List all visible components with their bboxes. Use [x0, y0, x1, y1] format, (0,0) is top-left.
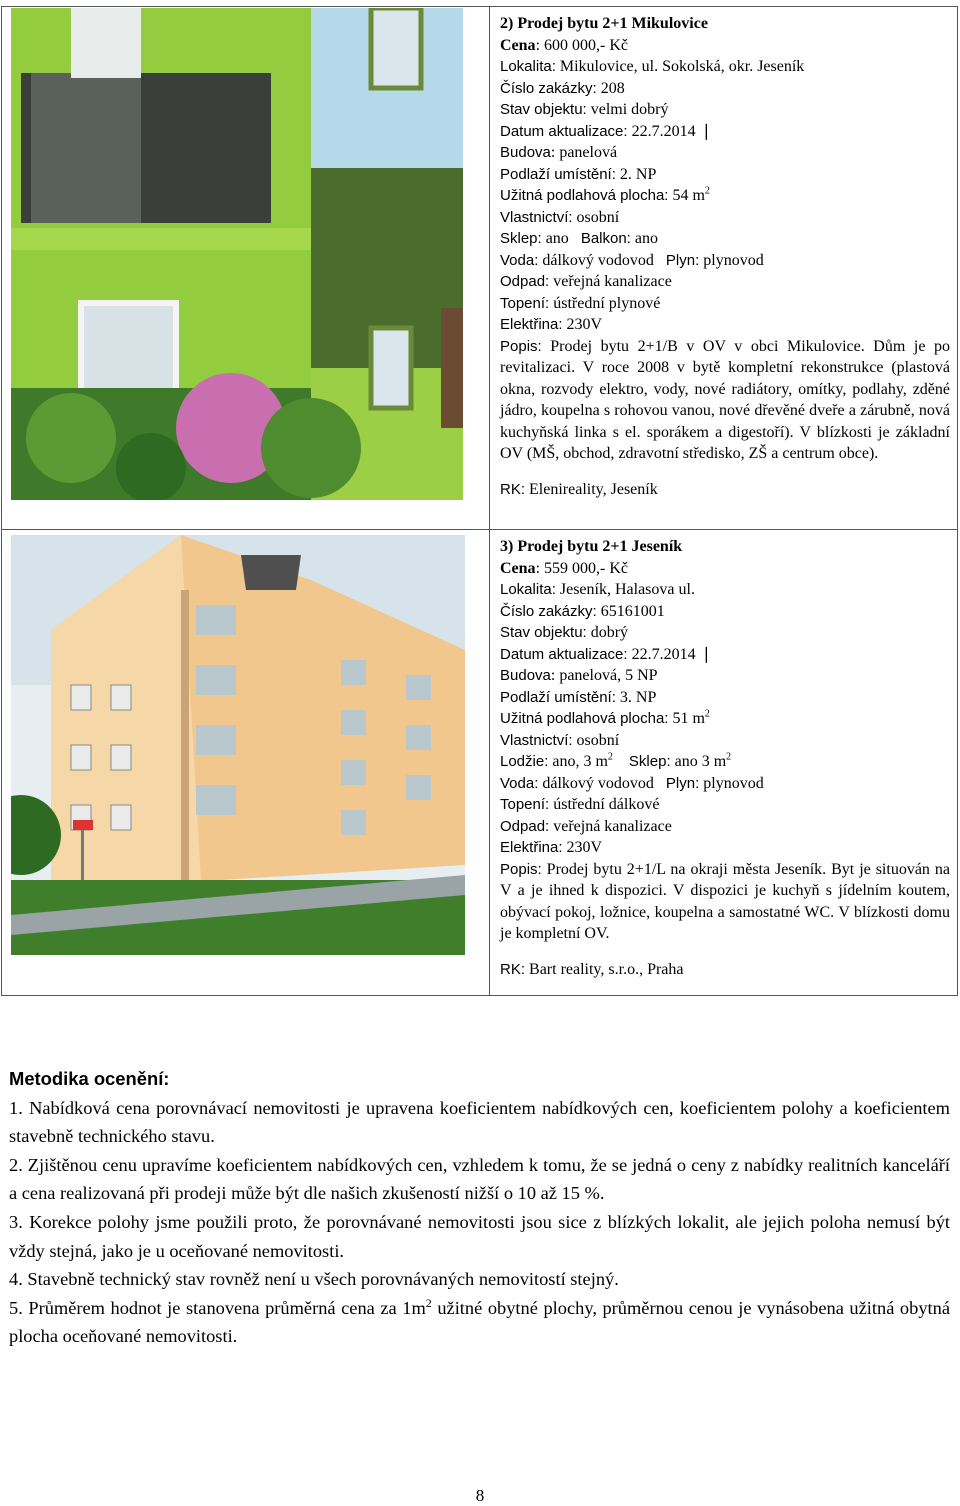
value: ano 3 m: [670, 753, 727, 770]
label: Užitná podlahová plocha:: [500, 710, 669, 727]
label: Cena: [500, 36, 536, 54]
value: 54 m: [668, 187, 705, 204]
item-number: 1.: [9, 1097, 23, 1118]
superscript: 2: [425, 1295, 432, 1310]
description: Prodej bytu 2+1/L na okraji města Jeseník. Byt je situován na V a je ihned k dispozici. V dispozici je kuchyň s jídelním koutem, obývací pokoj, ložnice, koupelna a samostatné WC. V blízkosti domu je kompletní OV.: [500, 860, 950, 942]
listing-row-2: [2, 7, 958, 530]
listing-text-2: 2) Prodej bytu 2+1 Mikulovice Cena: 600 000,- Kč Lokalita: Mikulovice, ul. Sokolská, okr. Jeseník Číslo zakázky: 208 Stav objektu: velmi dobrý Datum aktualizace: 22.7.2014 ❘ Budova: panelová Podlaží umístění: 2. NP Užitná podlahová plocha: 54 $m^2$ Vlastnictví: osobní Sklep: ano Balkon: ano Voda: dálkový vodovod Plyn: plynovod Odpad: veřejná kanalizace Topení: ústřední plynové Elektřina: 230V Popis: Prodej bytu 2+1/B v OV v obci Mikulovice. Dům je po revitalizaci. V roce 2008 v bytě kompletní rekonstrukce (plastová okna, rozvody elektro, vody, nové radiátory, omítky, podlahy, zděné jádro, koupelna s rohovou vanou, nové dřevěné dveře a zárubně, nová kuchyňská linka s el. sporákem a digestoří). V blízkosti je základní OV (MŠ, obchod, zdravotní středisko, ZŠ a centrum obce). RK: Elenireality, Jeseník: [490, 7, 958, 530]
label: Podlaží umístění:: [500, 688, 616, 706]
label: Elektřina:: [500, 316, 563, 333]
value: 22.7.2014: [627, 645, 696, 663]
label: Plyn:: [665, 774, 700, 792]
label: Lokalita:: [500, 581, 556, 598]
label: Elektřina:: [500, 839, 563, 856]
label: Popis:: [500, 860, 542, 878]
value: dálkový vodovod: [538, 774, 654, 792]
value: veřejná kanalizace: [549, 817, 672, 835]
value: ano, 3 m: [548, 753, 608, 770]
label: Voda:: [500, 251, 539, 269]
item-text: Stavebně technický stav rovněž není u všech porovnávaných nemovitostí stejný.: [22, 1269, 619, 1290]
page-number: 8: [475, 1486, 485, 1505]
agency: Bart reality, s.r.o., Praha: [525, 960, 684, 978]
listings-table: [1, 6, 958, 996]
label: Plyn:: [665, 251, 700, 269]
label: Odpad:: [500, 273, 550, 290]
value: velmi dobrý: [586, 101, 669, 118]
label: Balkon:: [580, 230, 631, 247]
value: Mikulovice, ul. Sokolská, okr. Jeseník: [555, 58, 805, 75]
label: Vlastnictví:: [500, 731, 573, 749]
listing-title: 2) Prodej bytu 2+1 Mikulovice: [500, 15, 708, 32]
label: Číslo zakázky:: [500, 79, 597, 97]
methodology-item: [9, 1151, 950, 1208]
item-text: Korekce polohy jsme použili proto, že porovnávané nemovitosti jsou sice z blízkých lokalit, ale jejich poloha nemusí být vždy stejná, jako je u oceňované nemovitosti.: [9, 1211, 950, 1261]
methodology-item: [9, 1094, 950, 1151]
photo-cell: [2, 530, 490, 996]
label: Stav objektu:: [500, 624, 587, 641]
item-text: užitné obytné plochy, průměrnou cenou je vynásobena užitná obytná plocha oceňované nemovitosti.: [9, 1297, 950, 1347]
item-text: Průměrem hodnot je stanovena průměrná cena za 1m: [22, 1297, 426, 1318]
value: osobní: [572, 208, 620, 226]
value: 2. NP: [615, 165, 657, 183]
value: plynovod: [699, 774, 764, 792]
label: Voda:: [500, 774, 539, 792]
label: Topení:: [500, 796, 550, 813]
label: Podlaží umístění:: [500, 165, 616, 183]
methodology-item: [9, 1294, 950, 1351]
listing-row-3: [2, 530, 958, 996]
apartment-photo-green-building: [11, 8, 463, 500]
value: ústřední dálkové: [549, 796, 660, 813]
value: : 559 000,- Kč: [535, 559, 628, 577]
methodology-section: [9, 1065, 950, 1351]
value: 3. NP: [615, 688, 657, 706]
item-text: Nabídková cena porovnávací nemovitosti je upravena koeficientem nabídkových cen, koeficientem polohy a koeficientem stavebně technického stavu.: [9, 1097, 950, 1147]
value: ano: [630, 230, 658, 247]
value: : panelová: [550, 144, 618, 161]
value: : 600 000,- Kč: [535, 36, 628, 54]
methodology-item: [9, 1208, 950, 1265]
value: ústřední plynové: [549, 294, 661, 312]
label: Lokalita:: [500, 58, 556, 75]
label: Stav objektu:: [500, 101, 587, 118]
value: 51 m: [668, 710, 705, 727]
value: 65161001: [596, 602, 665, 620]
value: dobrý: [586, 624, 629, 641]
label: Vlastnictví:: [500, 208, 573, 226]
agency: Elenireality, Jeseník: [525, 480, 658, 498]
superscript: 2: [704, 185, 710, 197]
label: Topení:: [500, 294, 550, 312]
value: Jeseník, Halasova ul.: [555, 581, 695, 598]
label: Odpad:: [500, 817, 550, 835]
label: Užitná podlahová plocha:: [500, 187, 669, 204]
label: Datum aktualizace:: [500, 122, 628, 140]
label: Lodžie:: [500, 753, 549, 770]
label: Popis:: [500, 337, 542, 355]
label: Budova: [500, 144, 551, 161]
label: Sklep:: [628, 753, 671, 770]
superscript: 2: [704, 708, 710, 720]
item-number: 2.: [9, 1154, 23, 1175]
item-number: 4.: [9, 1269, 23, 1290]
value: 230V: [562, 316, 603, 333]
superscript: 2: [726, 751, 732, 763]
apartment-photo-yellow-building: [11, 535, 465, 955]
listing-text-3: 3) Prodej bytu 2+1 Jeseník Cena: 559 000,- Kč Lokalita: Jeseník, Halasova ul. Číslo zakázky: 65161001 Stav objektu: dobrý Datum aktualizace: 22.7.2014 ❘ Budova: panelová, 5 NP Podlaží umístění: 3. NP Užitná podlahová plocha: 51 $m^2$ Vlastnictví: osobní Lodžie: ano, 3 $m^2$ Sklep: ano 3 $m^2$ Voda: dálkový vodovod Plyn: plynovod Topení: ústřední dálkové Odpad: veřejná kanalizace Elektřina: 230V Popis: Prodej bytu 2+1/L na okraji města Jeseník. Byt je situován na V a je ihned k dispozici. V dispozici je kuchyň s jídelním koutem, obývací pokoj, ložnice, koupelna a samostatné WC. V blízkosti domu je kompletní OV. RK: Bart reality, s.r.o., Praha: [490, 530, 958, 996]
superscript: 2: [607, 751, 613, 763]
value: osobní: [572, 731, 620, 749]
label: Budova: [500, 667, 551, 684]
description: Prodej bytu 2+1/B v OV v obci Mikulovice. Dům je po revitalizaci. V roce 2008 v bytě kompletní rekonstrukce (plastová okna, rozvody elektro, vody, nové radiátory, omítky, podlahy, zděné jádro, koupelna s rohovou vanou, nové dřevěné dveře a zárubně, nová kuchyňská linka s el. sporákem a digestoří). V blízkosti je základní OV (MŠ, obchod, zdravotní středisko, ZŠ a centrum obce).: [500, 337, 950, 462]
item-text: Zjištěnou cenu upravíme koeficientem nabídkových cen, vzhledem k tomu, že se jedná o ceny z nabídky realitních kanceláří a cena realizovaná při prodeji může být dle našich zkušeností nižší o 10 až 15 %.: [9, 1154, 950, 1204]
methodology-heading: Metodika ocenění:: [9, 1068, 170, 1089]
label: Sklep:: [500, 230, 542, 247]
value: dálkový vodovod: [538, 251, 654, 269]
value: 208: [596, 79, 625, 97]
label: RK:: [500, 480, 526, 498]
methodology-item: [9, 1265, 950, 1294]
label: Číslo zakázky:: [500, 602, 597, 620]
label: Datum aktualizace:: [500, 645, 628, 663]
value: 22.7.2014: [627, 122, 696, 140]
label: Cena: [500, 559, 536, 577]
value: ano: [541, 230, 569, 247]
listing-title: 3) Prodej bytu 2+1 Jeseník: [500, 538, 683, 555]
value: veřejná kanalizace: [549, 273, 672, 290]
value: : panelová, 5 NP: [550, 667, 658, 684]
item-number: 5.: [9, 1297, 23, 1318]
item-number: 3.: [9, 1211, 23, 1232]
photo-cell: [2, 7, 490, 530]
value: 230V: [562, 839, 603, 856]
label: RK:: [500, 960, 526, 978]
value: plynovod: [699, 251, 764, 269]
